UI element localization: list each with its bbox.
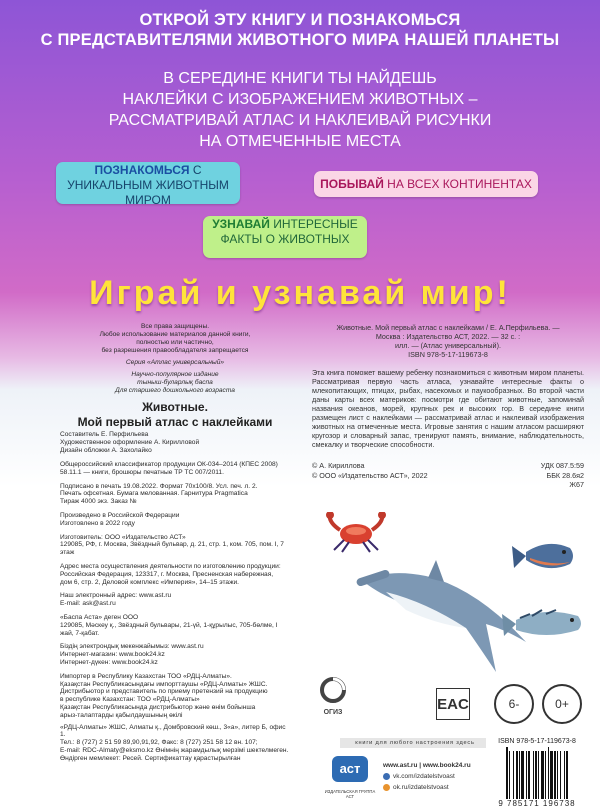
made-line-1: Произведено в Российской Федерации [60, 511, 180, 519]
header-line-5: РАССМАТРИВАЙ АТЛАС И НАКЛЕИВАЙ РИСУНКИ [108, 112, 492, 129]
series-name: Серия «Атлас универсальный» [125, 359, 225, 366]
header-line-1: ОТКРОЙ ЭТУ КНИГУ И ПОЗНАКОМЬСЯ [139, 11, 461, 29]
fish-icon [512, 544, 573, 568]
header-line-4: НАКЛЕЙКИ С ИЗОБРАЖЕНИЕМ ЖИВОТНЫХ – [122, 91, 478, 108]
badge-visit-text: НА ВСЕХ КОНТИНЕНТАХ [383, 177, 532, 191]
barcode-bar [568, 747, 569, 799]
biblio-line-1: Животные. Мой первый атлас с наклейками / Е. А.Перфильева. — [336, 323, 560, 332]
biblio-isbn: ISBN 978-5-17-119673-8 [408, 350, 488, 359]
barcode-digits: 9 785171 196738 [498, 799, 576, 808]
header-line-2: С ПРЕДСТАВИТЕЛЯМИ ЖИВОТНОГО МИРА НАШЕЙ ПЛАНЕТЫ [40, 31, 560, 49]
importer-line-10: Өндірген мемлекет: Ресей. Сертификаттау қарастырылған [60, 754, 241, 762]
print-line-3: Тираж 4000 экз. Заказ № [60, 498, 137, 506]
websites-text: www.ast.ru | www.book24.ru [383, 762, 471, 769]
header-line-6: НА ОТМЕЧЕННЫЕ МЕСТА [199, 133, 401, 150]
shark-icon [356, 560, 526, 672]
copyright-illustrator: © А. Кириллова [312, 461, 365, 470]
age-rating-6: 6- [494, 684, 534, 724]
ogiz-ring-icon [319, 676, 347, 704]
address-line-3: дом 6, стр. 2, Деловой комплекс «Империя», 14–15 этажи. [60, 578, 239, 586]
annotation-column [312, 323, 584, 490]
cover-credit: Дизайн обложки А. Захолайко [60, 447, 152, 454]
vk-link [383, 771, 473, 782]
ast-logo [322, 752, 378, 804]
book-title-1: Животные. [142, 400, 208, 414]
isbn-barcode [486, 738, 588, 812]
importer-line-8: Тел.: 8 (727) 2 51 59 89,90,91,92, Факс: 8 (727) 251 58 12 вн. 107; [60, 739, 258, 747]
barcode-bars [486, 747, 588, 799]
imprint-column [60, 323, 290, 763]
biblio-line-2: Москва : Издательство АСТ, 2022. — 32 с. : [375, 332, 521, 341]
okp-line-1: Общероссийский классификатор продукции ОК-034–2014 (КПЕС 2008) [60, 461, 278, 468]
importer-line-1: Импортер в Республику Казахстан ТОО «РДЦ-Алматы». [60, 672, 232, 680]
kz-line-2: 129085, Мәскеу қ., Звёздный бульвары, 21-үй, 1-құрылыс, 705-бөлме, I жай, 7-қабат. [60, 621, 278, 637]
rights-line-3: полностью или частично, [136, 339, 214, 346]
okp-line-2: 58.11.1 — книги, брошюры печатные ТР ТС 007/2011. [60, 468, 224, 476]
genre-line-1: Научно-популярное издание [131, 371, 219, 378]
ast-logo-subtitle: ИЗДАТЕЛЬСКАЯ ГРУППА АСТ [324, 789, 376, 799]
eac-mark: EAC [436, 688, 470, 720]
sea-animals-illustration [316, 512, 586, 682]
kz-line-1: «Баспа Аста» деген ООО [60, 613, 139, 621]
maker-line-2: 129085, РФ, г. Москва, Звёздный бульвар, д. 21, стр. 1, ком. 705, пом. I, 7 этаж [60, 541, 284, 557]
author-mark: Ж67 [569, 480, 584, 489]
address-line-2: Российская Федерация, 123317, г. Москва, Пресненская набережная, [60, 570, 274, 578]
publisher-contacts [383, 760, 473, 793]
badge-meet-animals [56, 162, 240, 207]
header-line-3: В СЕРЕДИНЕ КНИГИ ТЫ НАЙДЕШЬ [163, 70, 437, 87]
book-annotation: Эта книга поможет вашему ребенку познакомиться с животным миром планеты. Рассматривая первую часть атласа, узнавайте интересные факты о млекопитающих, птицах, рыбах, насекомых и паукообразных. Во второй части даны карты всех материков: посмотри где обитают животные, запоминай названия океанов, морей, крупных рек и высоких гор. В середине книги размещен лист с наклейками — рассматривай атлас и наклеивай изображения животных на отмеченные места. Игровые занятия с нашим атласом расширяют кругозор и словарный запас, тренируют память, внимание, наблюдательность, смекалку и творческие способности. [312, 368, 584, 449]
publisher-websites [383, 760, 473, 771]
address-line-1: Адрес места осуществления деятельности по изготовлению продукции: [60, 562, 281, 570]
barcode-isbn: ISBN 978-5-17-119673-8 [498, 738, 576, 745]
udk-code: УДК 087.5:59 [540, 461, 584, 470]
rights-line-1: Все права защищены. [140, 323, 210, 330]
publisher-tagline: книги для любого настроения здесь [340, 738, 490, 748]
ok-text: ok.ru/izdatelstvoast [393, 784, 449, 791]
genre-line-2: тыныш-буларлық баспа [137, 379, 213, 386]
badge-learn-bold: УЗНАВАЙ [212, 217, 270, 231]
age-rating-0: 0+ [542, 684, 582, 724]
print-line-1: Подписано в печать 19.08.2022. Формат 70x100/8. Усл. печ. л. 2. [60, 482, 258, 490]
print-line-2: Печать офсетная. Бумага мелованная. Гарнитура Pragmatica [60, 490, 248, 498]
bbk-code: ББК 28.6я2 [546, 470, 584, 480]
importer-line-4: в республике Казахстан: ТОО «РДЦ-Алматы» [60, 696, 200, 704]
made-line-2: Изготовлено в 2022 году [60, 519, 135, 527]
ogiz-logo [316, 676, 350, 726]
web-line-2: E-mail: ask@ast.ru [60, 600, 116, 608]
importer-line-6: арыз-талаптарды қабылдаушының өкілі [60, 711, 183, 719]
kz-line-3: Біздің электрондық мекенжайымыз: www.ast.ru [60, 643, 204, 651]
main-title: Играй и узнавай мир! [89, 274, 511, 312]
ogiz-label: ОГИЗ [323, 709, 343, 716]
header-callout [0, 10, 600, 50]
genre-line-3: Для старшего дошкольного возраста [115, 387, 235, 394]
biblio-line-3: илл. — (Атлас универсальный). [395, 341, 501, 350]
ok-link [383, 782, 473, 793]
rights-line-2: Любое использование материалов данной книги, [99, 331, 251, 338]
rights-line-4: без разрешения правообладателя запрещается [101, 347, 249, 354]
sticker-description [0, 68, 600, 152]
crab-icon [326, 512, 386, 552]
importer-line-2: Қазақстан Республикасындағы импорттаушы «РДЦ-Алматы» ЖШС. [60, 680, 268, 688]
badge-learn-facts [203, 216, 367, 258]
ok-icon [383, 784, 390, 791]
badge-visit-bold: ПОБЫВАЙ [320, 177, 384, 191]
kz-line-4: Интернет-магазин: www.book24.kz [60, 651, 165, 659]
web-line-1: Наш электронный адрес: www.ast.ru [60, 592, 172, 600]
book-title-2: Мой первый атлас с наклейками [77, 415, 273, 429]
vk-text: vk.com/izdatelstvoast [393, 773, 455, 780]
author-credit: Составитель Е. Перфильева [60, 431, 149, 438]
ast-logo-text: аст [339, 761, 361, 776]
importer-line-5: Қазақстан Республикасында дистрибьютор және өнім бойынша [60, 703, 256, 711]
art-credit: Художественное оформление А. Кирилловой [60, 439, 200, 446]
importer-line-7: «РДЦ-Алматы» ЖШС, Алматы қ., Домбровский көш., 3«а», литер Б, офис 1. [60, 723, 286, 739]
kz-line-5: Интернет-дүкен: www.book24.kz [60, 658, 158, 666]
badge-meet-text: С УНИКАЛЬНЫМ ЖИВОТНЫМ МИРОМ [67, 163, 229, 207]
badge-meet-bold: ПОЗНАКОМЬСЯ [94, 163, 190, 177]
copyright-publisher: © ООО «Издательство АСТ», 2022 [312, 470, 428, 480]
importer-line-3: Дистрибьютор и представитель по приему претензий на продукцию [60, 688, 268, 696]
badge-learn-text: ИНТЕРЕСНЫЕ ФАКТЫ О ЖИВОТНЫХ [220, 217, 358, 246]
badge-visit-continents [314, 171, 538, 197]
maker-line-1: Изготовитель: ООО «Издательство АСТ» [60, 533, 186, 541]
importer-line-9: E-mail: RDC-Almaty@eksmo.kz Өнімнің жарамдылық мерзімі шектелмеген. [60, 746, 289, 754]
vk-icon [383, 773, 390, 780]
